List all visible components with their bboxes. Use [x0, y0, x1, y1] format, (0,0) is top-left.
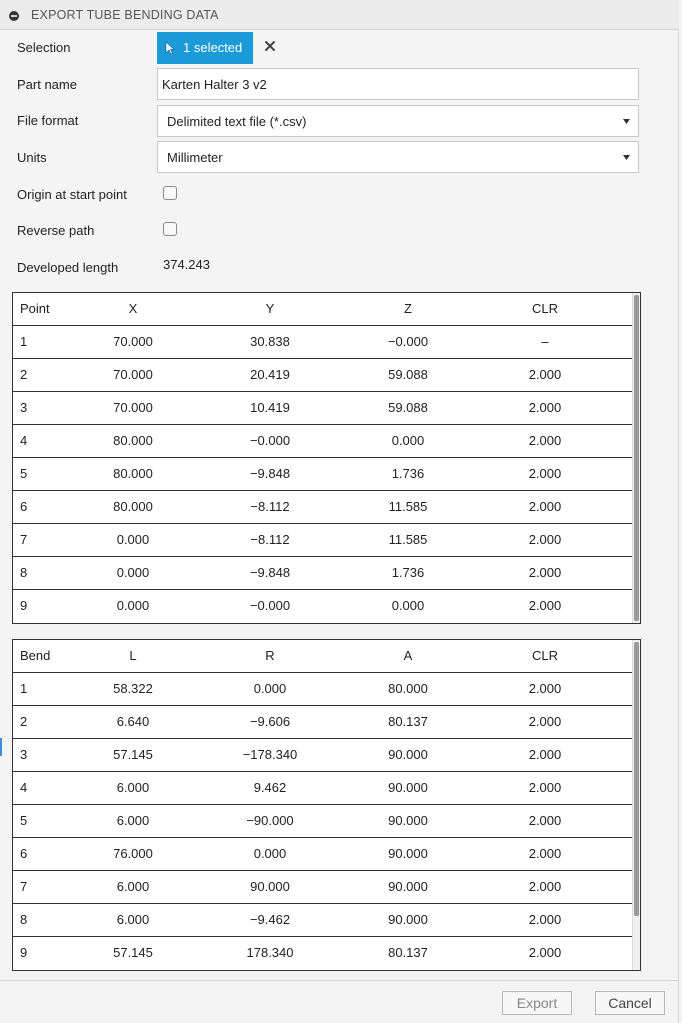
chevron-down-icon [623, 155, 630, 161]
table-cell: 2.000 [528, 466, 562, 481]
table-cell: 1.736 [391, 565, 425, 580]
table-cell: 20.419 [250, 367, 290, 382]
table-cell: −0.000 [387, 334, 429, 349]
table-cell: 11.585 [388, 532, 428, 547]
table-cell: 2.000 [528, 747, 562, 762]
table-cell: 80.000 [113, 466, 153, 481]
table-cell: 0.000 [253, 846, 287, 861]
table-row[interactable] [13, 937, 632, 970]
table-row[interactable] [13, 871, 632, 904]
table-cell: 2.000 [528, 681, 562, 696]
points-table-scrollbar[interactable] [632, 293, 640, 623]
table-cell: 5 [20, 466, 28, 481]
table-row[interactable] [13, 706, 632, 739]
table-cell: 2.000 [528, 565, 562, 580]
points-table-header [13, 293, 632, 326]
cancel-button[interactable]: Cancel [595, 991, 665, 1015]
table-cell: 90.000 [388, 879, 428, 894]
table-cell: 90.000 [388, 846, 428, 861]
window-edge-indicator [0, 738, 2, 756]
table-row[interactable] [13, 838, 632, 871]
table-cell: 11.585 [388, 499, 428, 514]
table-cell: 0.000 [391, 598, 425, 613]
column-header[interactable]: Point [20, 301, 50, 316]
table-cell: 5 [20, 813, 28, 828]
developed-length-label: Developed length [17, 260, 119, 275]
table-row[interactable] [13, 557, 632, 590]
developed-length-value: 374.243 [163, 257, 210, 272]
origin-at-start-checkbox[interactable] [163, 186, 177, 200]
table-row[interactable] [13, 772, 632, 805]
table-cell: −8.112 [250, 499, 290, 514]
file-format-dropdown[interactable] [157, 105, 639, 137]
collapse-icon[interactable] [9, 11, 19, 21]
table-cell: 80.000 [388, 681, 428, 696]
file-format-label: File format [17, 113, 79, 128]
table-cell: 90.000 [250, 879, 290, 894]
table-cell: 80.000 [113, 499, 153, 514]
table-cell: 0.000 [116, 598, 150, 613]
table-cell: 0.000 [391, 433, 425, 448]
table-cell: 2 [20, 714, 28, 729]
table-cell: 4 [20, 433, 28, 448]
table-cell: 80.000 [113, 433, 153, 448]
table-cell: 2.000 [528, 433, 562, 448]
table-cell: −90.000 [246, 813, 294, 828]
table-row[interactable] [13, 739, 632, 772]
table-cell: 7 [20, 532, 28, 547]
table-cell: 8 [20, 912, 28, 927]
table-cell: 9.462 [253, 780, 287, 795]
table-cell: −0.000 [249, 433, 291, 448]
table-cell: 6.000 [116, 780, 150, 795]
column-header[interactable]: A [403, 648, 413, 663]
table-cell: 1 [20, 334, 28, 349]
file-format-value: Delimited text file (*.csv) [167, 114, 307, 129]
reverse-path-checkbox[interactable] [163, 222, 177, 236]
table-cell: 70.000 [113, 367, 153, 382]
table-row[interactable] [13, 590, 632, 623]
scrollbar-thumb[interactable] [634, 642, 639, 916]
table-cell: 70.000 [113, 400, 153, 415]
table-cell: 9 [20, 598, 28, 613]
table-row[interactable] [13, 458, 632, 491]
table-cell: 6.640 [116, 714, 150, 729]
table-cell: 6 [20, 846, 28, 861]
table-cell: 10.419 [250, 400, 290, 415]
dialog-footer [0, 980, 679, 1023]
table-cell: −0.000 [249, 598, 291, 613]
bends-table [12, 639, 641, 971]
table-cell: −8.112 [250, 532, 290, 547]
table-cell: 2.000 [528, 367, 562, 382]
selection-count: 1 selected [183, 40, 243, 55]
export-button[interactable]: Export [502, 991, 572, 1015]
table-cell: 6 [20, 499, 28, 514]
table-cell: 3 [20, 400, 28, 415]
close-icon[interactable] [263, 39, 277, 53]
table-cell: 178.340 [246, 945, 294, 960]
table-cell: 7 [20, 879, 28, 894]
table-cell: 2.000 [528, 846, 562, 861]
units-value: Millimeter [167, 150, 223, 165]
table-cell: – [541, 334, 549, 349]
table-row[interactable] [13, 491, 632, 524]
table-cell: 2.000 [528, 780, 562, 795]
table-cell: 2.000 [528, 912, 562, 927]
table-cell: 2.000 [528, 400, 562, 415]
table-cell: 8 [20, 565, 28, 580]
column-header[interactable]: L [129, 648, 137, 663]
cursor-arrow-icon [165, 41, 175, 55]
table-cell: −9.848 [249, 565, 291, 580]
chevron-down-icon [623, 119, 630, 125]
table-row[interactable] [13, 673, 632, 706]
column-header[interactable]: Bend [20, 648, 51, 663]
table-cell: 2.000 [528, 813, 562, 828]
part-name-label: Part name [17, 77, 77, 92]
part-name-field[interactable] [157, 68, 639, 100]
table-cell: 2.000 [528, 945, 562, 960]
table-cell: 2.000 [528, 532, 562, 547]
table-cell: 57.145 [113, 747, 153, 762]
dialog-title: EXPORT TUBE BENDING DATA [31, 8, 219, 22]
bends-table-header [13, 640, 632, 673]
table-row[interactable] [13, 904, 632, 937]
table-cell: 2.000 [528, 598, 562, 613]
table-cell: 57.145 [113, 945, 153, 960]
table-row[interactable] [13, 359, 632, 392]
table-cell: 30.838 [250, 334, 290, 349]
table-cell: 1.736 [391, 466, 425, 481]
table-cell: 0.000 [116, 532, 150, 547]
table-row[interactable] [13, 425, 632, 458]
table-cell: 2.000 [528, 714, 562, 729]
part-name-input[interactable] [158, 69, 638, 99]
column-header[interactable]: Z [404, 301, 412, 316]
selection-label: Selection [17, 40, 71, 55]
origin-at-start-label: Origin at start point [17, 187, 127, 202]
dialog-titlebar [0, 0, 679, 30]
table-cell: 9 [20, 945, 28, 960]
table-cell: 58.322 [113, 681, 153, 696]
table-cell: −178.340 [242, 747, 298, 762]
table-cell: 0.000 [116, 565, 150, 580]
table-cell: 90.000 [388, 747, 428, 762]
table-cell: 2.000 [528, 879, 562, 894]
bends-table-scrollbar[interactable] [632, 640, 640, 970]
units-label: Units [17, 150, 47, 165]
table-cell: 0.000 [253, 681, 287, 696]
table-cell: 2 [20, 367, 28, 382]
table-cell: 59.088 [388, 367, 428, 382]
table-cell: 80.137 [388, 945, 428, 960]
table-cell: 70.000 [113, 334, 153, 349]
table-row[interactable] [13, 392, 632, 425]
table-cell: −9.848 [249, 466, 291, 481]
column-header[interactable]: X [128, 301, 138, 316]
table-row[interactable] [13, 326, 632, 359]
table-row[interactable] [13, 524, 632, 557]
scrollbar-thumb[interactable] [634, 295, 639, 621]
table-cell: 2.000 [528, 499, 562, 514]
table-cell: −9.606 [249, 714, 291, 729]
column-header[interactable]: CLR [531, 301, 558, 316]
table-cell: 6.000 [116, 879, 150, 894]
column-header[interactable]: CLR [531, 648, 558, 663]
table-cell: 1 [20, 681, 28, 696]
table-cell: 3 [20, 747, 28, 762]
column-header[interactable]: R [265, 648, 275, 663]
table-cell: 59.088 [388, 400, 428, 415]
table-cell: 6.000 [116, 813, 150, 828]
table-cell: 90.000 [388, 912, 428, 927]
table-cell: 90.000 [388, 813, 428, 828]
table-cell: 4 [20, 780, 28, 795]
table-cell: 76.000 [113, 846, 153, 861]
reverse-path-label: Reverse path [17, 223, 95, 238]
table-cell: 6.000 [116, 912, 150, 927]
units-dropdown[interactable] [157, 141, 639, 173]
selection-button[interactable] [157, 32, 253, 64]
column-header[interactable]: Y [265, 301, 275, 316]
table-cell: 80.137 [388, 714, 428, 729]
table-row[interactable] [13, 805, 632, 838]
table-cell: 90.000 [388, 780, 428, 795]
points-table [12, 292, 641, 624]
table-cell: −9.462 [249, 912, 291, 927]
